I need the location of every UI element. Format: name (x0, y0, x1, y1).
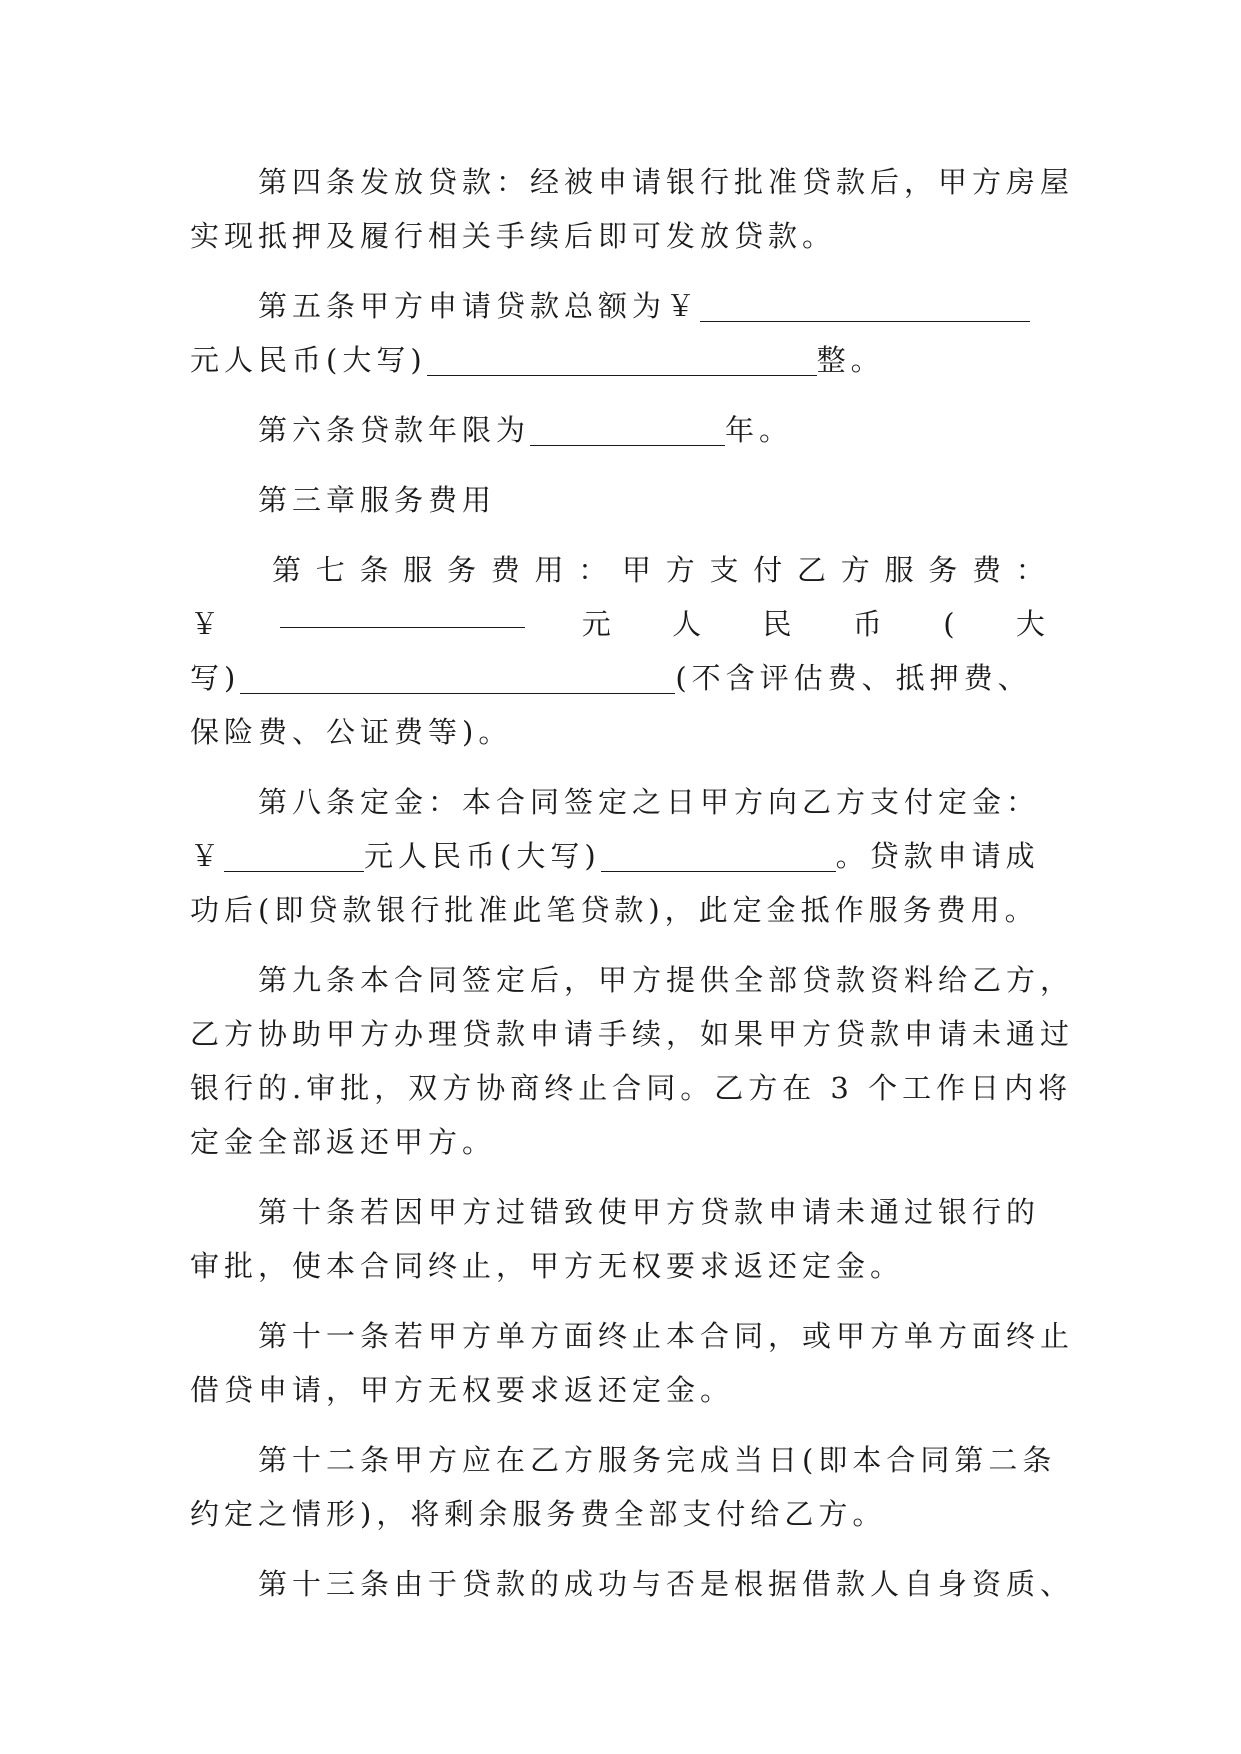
article-6-end: 年。 (725, 413, 794, 447)
article-7-char: 方 (665, 553, 700, 587)
article-10-line-1: 第十条若因甲方过错致使甲方贷款申请未通过银行的 (258, 1195, 1041, 1229)
article-8-text: 。贷款申请成 (835, 839, 1040, 873)
article-5-line-2 (190, 333, 1050, 387)
article-7-char: 费 (490, 553, 525, 587)
article-7-char: 方 (840, 553, 875, 587)
article-5-text: 第五条甲方申请贷款总额为￥ (258, 289, 701, 323)
article-11-line-1: 第十一条若甲方单方面终止本合同，或甲方单方面终止 (258, 1319, 1075, 1353)
article-6-text: 第六条贷款年限为 (258, 413, 531, 447)
article-7-yen: ￥ (190, 607, 225, 641)
article-7-char: 大 (1015, 607, 1050, 641)
article-8-yen: ￥ (190, 839, 225, 873)
article-5-line-1 (190, 279, 1050, 333)
article-7-char: ： (1015, 553, 1050, 587)
article-7-char: 乙 (797, 553, 832, 587)
article-7-text: (不含评估费、抵押费、 (675, 661, 1032, 695)
article-7-char: 甲 (622, 553, 657, 587)
article-7-line-3 (190, 651, 1050, 705)
article-9-line-1: 第九条本合同签定后，甲方提供全部贷款资料给乙方， (258, 963, 1075, 997)
article-7-char: 付 (753, 553, 788, 587)
loan-amount-words-blank (427, 345, 817, 376)
article-7-char: 服 (403, 553, 438, 587)
article-7-char: 务 (447, 553, 482, 587)
contract-body (190, 155, 1075, 1611)
service-fee-blank (280, 597, 525, 628)
article-7-char: 民 (762, 607, 797, 641)
article-8-line-3: 功后(即贷款银行批准此笔贷款)，此定金抵作服务费用。 (190, 893, 1039, 927)
loan-term-blank (530, 415, 725, 446)
article-12-line-1: 第十二条甲方应在乙方服务完成当日(即本合同第二条 (258, 1443, 1057, 1477)
article-7-char: 币 (852, 607, 887, 641)
chapter-3-heading: 第三章服务费用 (258, 483, 497, 517)
article-4-line-1: 第四条发放贷款：经被申请银行批准贷款后，甲方房屋 (258, 165, 1075, 199)
article-7-text: 写) (190, 661, 241, 695)
deposit-words-blank (601, 841, 836, 872)
article-8-line-1: 第八条定金：本合同签定之日甲方向乙方支付定金： (258, 785, 1041, 819)
article-8-text: 元人民币(大写) (364, 839, 601, 873)
article-4-line-2: 实现抵押及履行相关手续后即可发放贷款。 (190, 219, 837, 253)
article-7-char: 条 (359, 553, 394, 587)
loan-amount-blank (700, 291, 1030, 322)
article-7-char: 人 (672, 607, 707, 641)
article-7-char: ( (943, 607, 960, 641)
article-7-char: 费 (972, 553, 1007, 587)
article-10-line-2: 审批，使本合同终止，甲方无权要求返还定金。 (190, 1249, 905, 1283)
article-7-line-1 (190, 543, 1050, 597)
article-12-line-2: 约定之情形)，将剩余服务费全部支付给乙方。 (190, 1497, 887, 1531)
article-9-line-2: 乙方协助甲方办理贷款申请手续，如果甲方贷款申请未通过 (190, 1017, 1075, 1051)
article-7-char: 七 (315, 553, 350, 587)
article-7-char: 元 (581, 607, 616, 641)
article-5-currency-text: 元人民币(大写) (190, 343, 427, 377)
article-7-char: 务 (928, 553, 963, 587)
article-7-char: 第 (272, 553, 307, 587)
article-7-char: ： (578, 553, 613, 587)
article-7-char: 服 (884, 553, 919, 587)
article-9-line-4: 定金全部返还甲方。 (190, 1125, 497, 1159)
article-13-line-1: 第十三条由于贷款的成功与否是根据借款人自身资质、 (258, 1567, 1075, 1601)
service-fee-words-blank (240, 663, 675, 694)
deposit-amount-blank (224, 841, 364, 872)
article-9-line-3: 银行的.审批，双方协商终止合同。乙方在 3 个工作日内将 (190, 1071, 1073, 1105)
article-7-char: 用 (534, 553, 569, 587)
article-8-line-2 (190, 829, 1050, 883)
article-11-line-2: 借贷申请，甲方无权要求返还定金。 (190, 1373, 735, 1407)
article-7-line-4: 保险费、公证费等)。 (190, 715, 513, 749)
article-7-char: 支 (709, 553, 744, 587)
article-5-end: 整。 (816, 343, 885, 377)
article-6-line-1 (190, 403, 1050, 457)
article-7-line-2 (190, 597, 1050, 651)
